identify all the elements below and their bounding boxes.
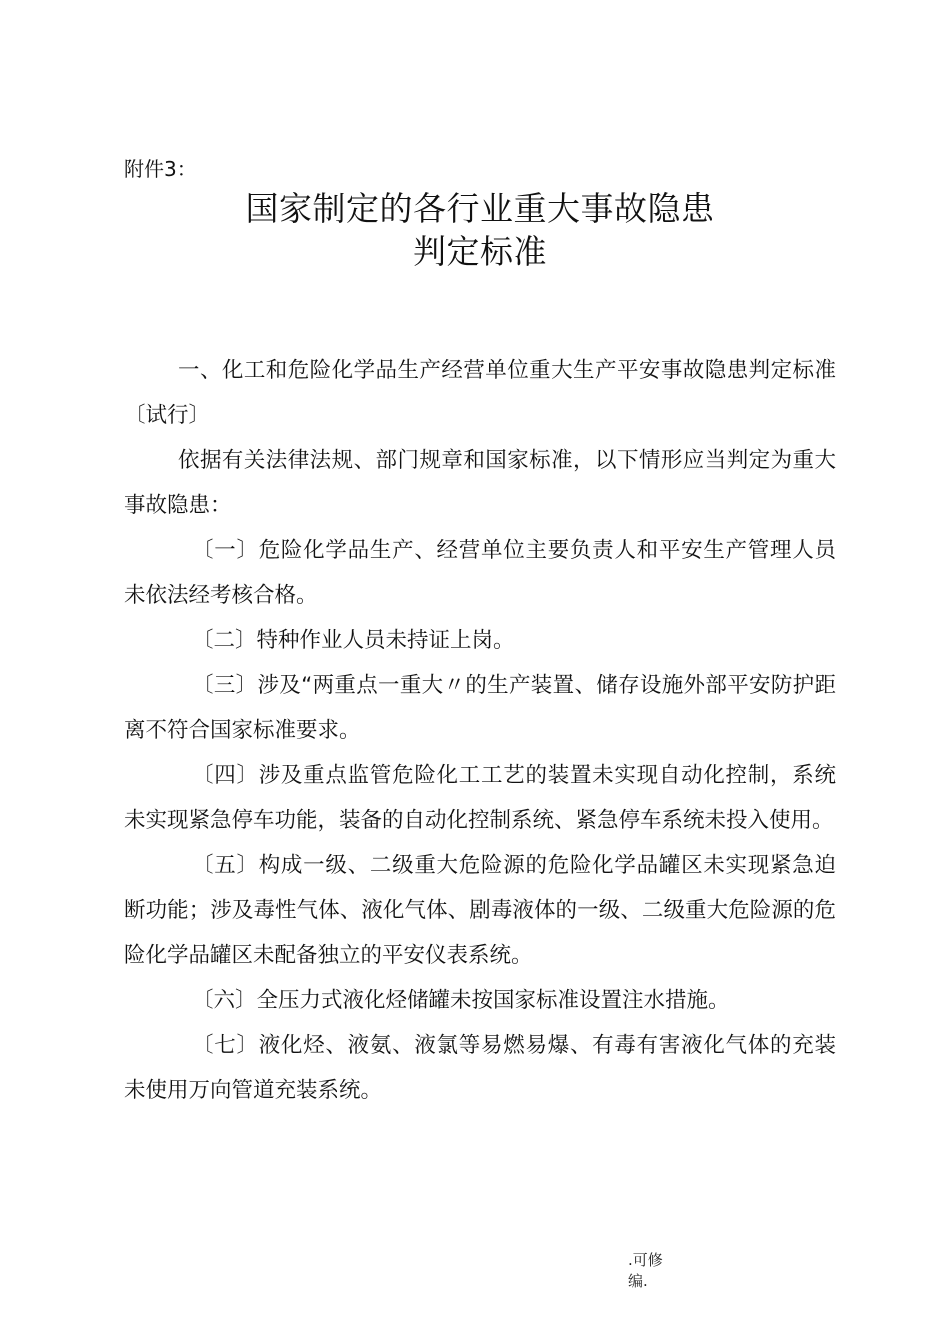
document-body (124, 348, 836, 1113)
item-2: 〔二〕特种作业人员未持证上岗。 (192, 628, 515, 653)
footer-note (628, 1250, 663, 1292)
section-heading: 一、化工和危险化学品生产经营单位重大生产平安事故隐患判定标准〔试行〕 (124, 358, 836, 428)
item-1: 〔一〕危险化学品生产、经营单位主要负责人和平安生产管理人员未依法经考核合格。 (124, 538, 836, 608)
footer-line-2: 编. (628, 1272, 648, 1290)
footer-line-1: .可修 (628, 1251, 663, 1269)
document-title-line-2: 判定标准 (413, 232, 547, 271)
document-title-line-1: 国家制定的各行业重大事故隐患 (245, 189, 715, 228)
item-4: 〔四〕涉及重点监管危险化工工艺的装置未实现自动化控制，系统未实现紧急停车功能，装备的自动化控制系统、紧急停车系统未投入使用。 (124, 763, 836, 833)
item-7: 〔七〕液化烃、液氨、液氯等易燃易爆、有毒有害液化气体的充装未使用万向管道充装系统。 (124, 1033, 836, 1103)
item-5: 〔五〕构成一级、二级重大危险源的危险化学品罐区未实现紧急迫断功能；涉及毒性气体、液化气体、剧毒液体的一级、二级重大危险源的危险化学品罐区未配备独立的平安仪表系统。 (124, 853, 836, 968)
item-3: 〔三〕涉及“两重点一重大〃的生产装置、储存设施外部平安防护距离不符合国家标准要求。 (124, 673, 836, 743)
intro-paragraph: 依据有关法律法规、部门规章和国家标准，以下情形应当判定为重大事故隐患： (124, 448, 836, 518)
attachment-label: 附件3： (124, 157, 197, 181)
item-6: 〔六〕全压力式液化烃储罐未按国家标准设置注水措施。 (192, 988, 730, 1013)
